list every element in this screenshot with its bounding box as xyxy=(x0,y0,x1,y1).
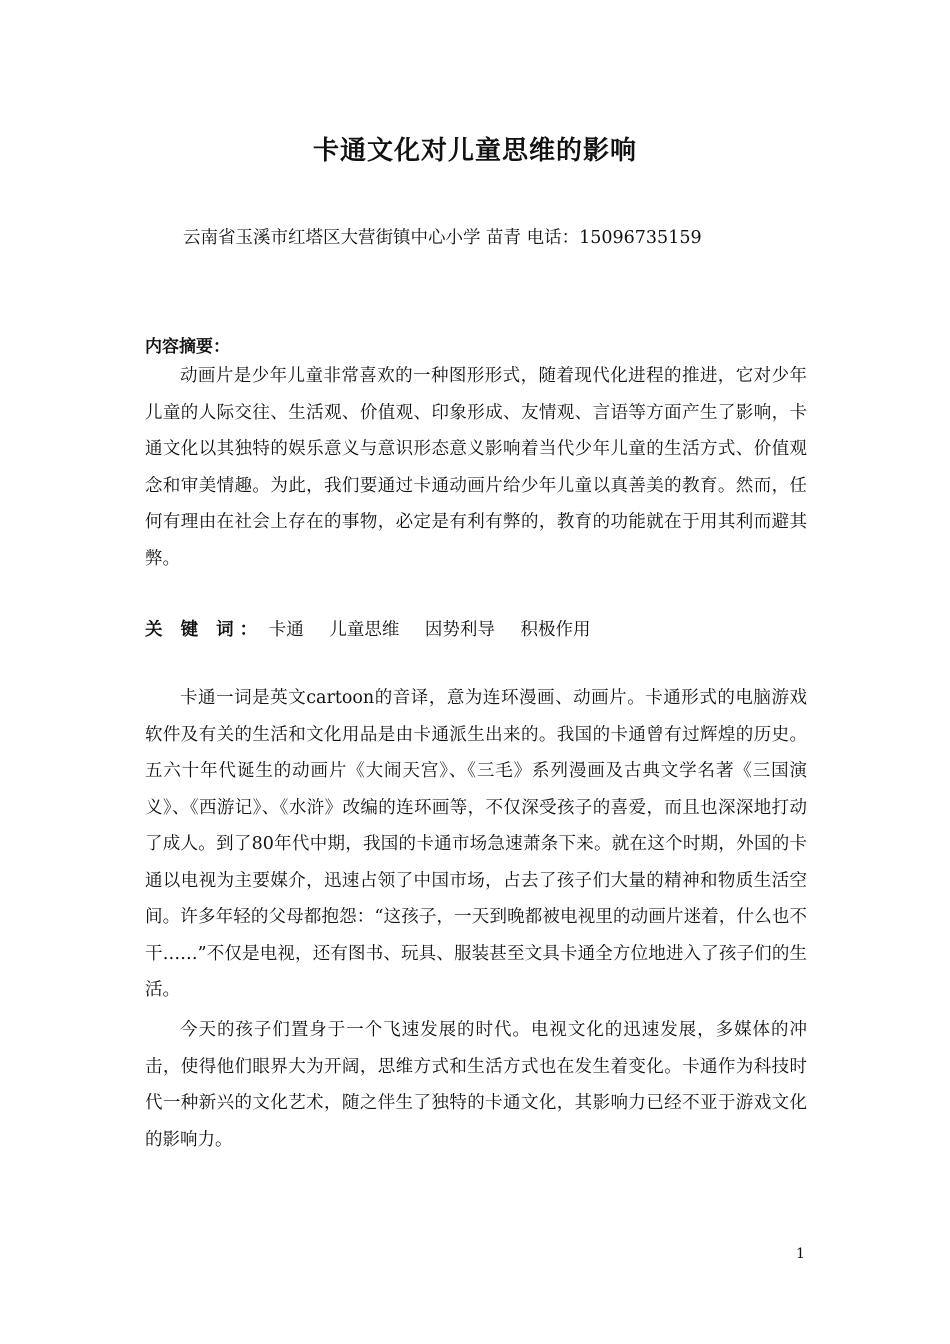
keyword-item: 卡通 xyxy=(268,620,304,640)
document-title: 卡通文化对儿童思维的影响 xyxy=(312,136,637,166)
abstract-label: 内容摘要： xyxy=(145,337,230,357)
author-line: 云南省玉溪市红塔区大营街镇中心小学 苗青 电话：15096735159 xyxy=(183,228,702,248)
keyword-item: 因势利导 xyxy=(424,620,495,640)
body-paragraph: 卡通一词是英文cartoon的音译，意为连环漫画、动画片。卡通形式的电脑游戏软件及有关的生活和文化用品是由卡通派生出来的。我国的卡通曾有过辉煌的历史。五六十年代诞生的动画片《大闹天宫》、《三毛》系列漫画及古典文学名著《三国演义》、《西游记》、《水浒》改编的连环画等，不仅深受孩子的喜爱，而且也深深地打动了成人。到了80年代中期，我国的卡通市场急速萧条下来。就在这个时期，外国的卡通以电视为主要媒介，迅速占领了中国市场，占去了孩子们大量的精神和物质生活空间。许多年轻的父母都抱怨：“这孩子，一天到晚都被电视里的动画片迷着，什么也不干……”不仅是电视，还有图书、玩具、服装甚至文具卡通全方位地进入了孩子们的生活。 xyxy=(145,688,807,1000)
abstract-paragraph: 动画片是少年儿童非常喜欢的一种图形形式，随着现代化进程的推进，它对少年儿童的人际交往、生活观、价值观、印象形成、友情观、言语等方面产生了影响，卡通文化以其独特的娱乐意义与意识形态意义影响着当代少年儿童的生活方式、价值观念和审美情趣。为此，我们要通过卡通动画片给少年儿童以真善美的教育。然而，任何有理由在社会上存在的事物，必定是有利有弊的，教育的功能就在于用其利而避其弊。 xyxy=(145,366,807,569)
page-number: 1 xyxy=(796,1246,805,1262)
keyword-item: 积极作用 xyxy=(520,620,591,640)
body-paragraph: 今天的孩子们置身于一个飞速发展的时代。电视文化的迅速发展，多媒体的冲击，使得他们眼界大为开阔，思维方式和生活方式也在发生着变化。卡通作为科技时代一种新兴的文化艺术，随之伴生了独特的卡通文化，其影响力已经不亚于游戏文化的影响力。 xyxy=(145,1020,807,1150)
keywords-line xyxy=(145,616,611,641)
keywords-label: 关 键 词： xyxy=(145,620,264,640)
keyword-item: 儿童思维 xyxy=(329,620,400,640)
